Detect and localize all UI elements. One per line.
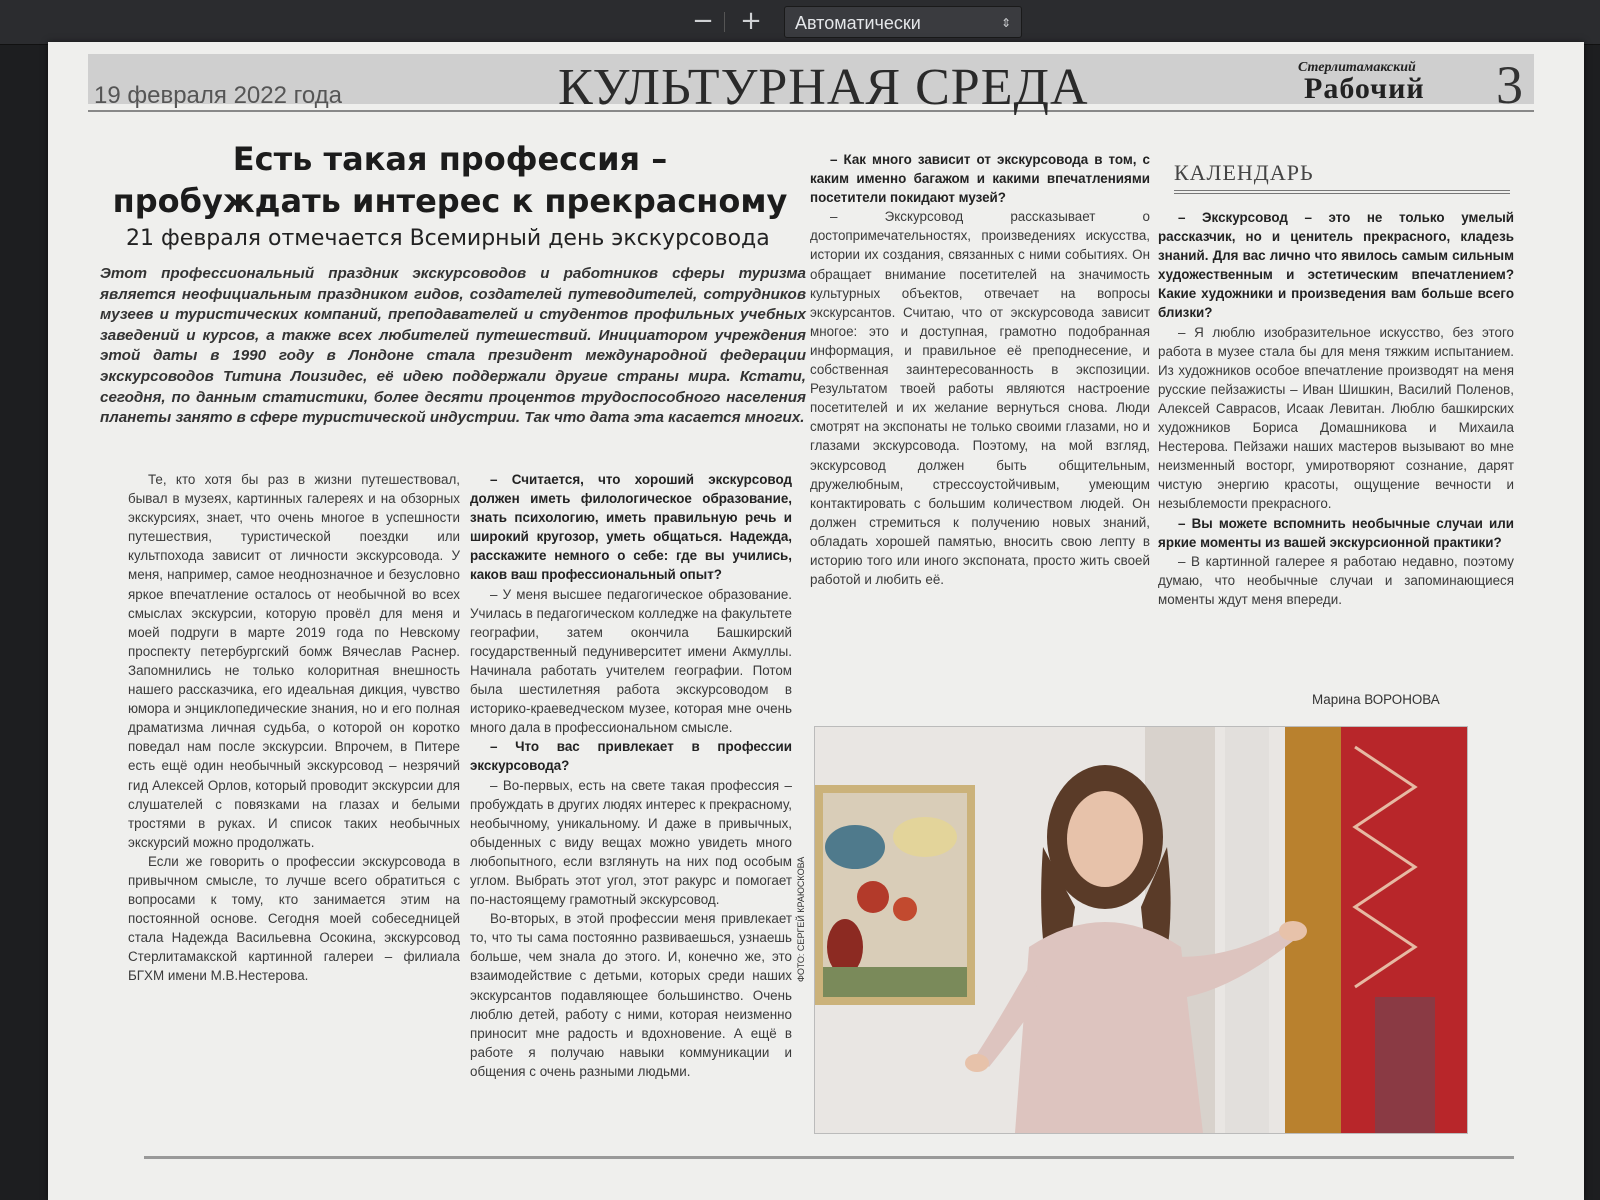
answer: – У меня высшее педагогическое образование. Училась в педагогическом колледже на факультете географии, затем окончила Башкирский государственный педуниверситет имени Акмуллы. Начинала работать учителем географии. Потом была шестилетняя работа экскурсоводом в историко-краеведческом музее, которая мне очень много дала в профессиональном смысле. — [470, 586, 792, 736]
question: – Как много зависит от экскурсовода в том, с каким именно багажом и какими впечатлениями посетители покидают музей? — [810, 152, 1150, 206]
column-4 — [1158, 208, 1514, 609]
masthead — [88, 54, 1534, 124]
viewer-toolbar — [0, 0, 1600, 45]
answer: – В картинной галерее я работаю недавно, поэтому думаю, что необычные случаи и запоминающиеся моменты ждут меня впереди. — [1158, 553, 1514, 607]
column-1 — [128, 470, 460, 986]
answer: – Во-первых, есть на свете такая профессия – пробуждать в других людях интерес к прекрасному, необычному, уникальному. И даже в привычных, обыденных с виду вещах можно увидеть много любопытного, если взглянуть на них под особым углом. Выбрать этот угол, этот ракурс и помогает по-настоящему грамотный экскурсовод. — [470, 777, 792, 908]
page-number: 3 — [1496, 55, 1523, 115]
answer: – Я люблю изобразительное искусство, без этого работа в музее стала бы для меня тяжким испытанием. Из художников особое впечатление производят на меня русские пейзажисты – Иван Шишкин, Василий Поленов, Алексей Саврасов, Исаак Левитан. Люблю башкирских художников Бориса Домашникова и Михаила Нестерова. Пейзажи наших мастеров вызывают во мне неизменный восторг, умиротворяют сознание, дарят чистую энергию красоты, ощущение вечности и незыблемости прекрасного. — [1158, 324, 1514, 512]
zoom-out-button[interactable]: − — [692, 6, 714, 36]
logo-top-text: Стерлитамакский — [1298, 60, 1416, 75]
chevron-updown-icon: ⇕ — [1000, 16, 1011, 30]
zoom-in-button[interactable]: + — [740, 6, 762, 36]
article-subhead: 21 февраля отмечается Всемирный день экскурсовода — [126, 226, 770, 251]
guide-portrait-image — [815, 727, 1467, 1133]
column-2 — [470, 470, 792, 1081]
column-3 — [810, 150, 1150, 589]
question: – Что вас привлекает в профессии экскурсовода? — [470, 739, 792, 774]
bottom-rule — [144, 1156, 1514, 1159]
headline-line-1: Есть такая профессия – — [232, 140, 668, 178]
photo-credit: ФОТО: СЕРГЕЙ КРАЮСКОВА — [796, 856, 806, 982]
answer: Во-вторых, в этой профессии меня привлекает то, что ты сама постоянно развиваешься, узнаешь больше, чем знала до этого. И, конечно же, это взаимодействие с детьми, которых среди наших экскурсантов подавляющее большинство. Очень люблю детей, работу с ними, которая неизменно приносит мне радость и вдохновение. А ещё в работе я получаю навыки коммуникации и общения с очень разными людьми. — [470, 911, 792, 1079]
headline-line-2: пробуждать интерес к прекрасному — [112, 182, 788, 220]
question: – Считается, что хороший экскурсовод должен иметь филологическое образование, знать психологию, иметь правильную речь и широкий кругозор, уметь общаться. Надежда, расскажите немного о себе: где вы учились, каков ваш профессиональный опыт? — [470, 472, 792, 583]
paragraph: Те, кто хотя бы раз в жизни путешествовал, бывал в музеях, картинных галереях и на обзорных экскурсиях, знает, что очень многое в успешности путешествия, туристической поездки или культпохода зависит от личности экскурсовода. У меня, например, самое неоднозначное и безусловно яркое впечатление осталось от необычной во всех смыслах экскурсии, которую провёл для меня и моей подруги в марте 2019 года по Невскому проспекту петербургский бомж Вячеслав Раснер. Запомнились не только колоритная внешность нашего рассказчика, его идеальная дикция, чувство юмора и энциклопедические знания, но и его полная драматизма личная судьба, о которой он коротко поведал нам после экскурсии. Впрочем, в Питере есть ещё один необычный экскурсовод – незрячий гид Алексей Орлов, который проводит экскурсии для слушателей с повязками на глазах и белыми тростями в руках. И список таких необычных экскурсий можно продолжать. — [128, 472, 460, 850]
paragraph: Если же говорить о профессии экскурсовода в привычном смысле, то лучше всего обратиться с вопросами к тому, кто занимается этим на постоянной основе. Сегодня моей собеседницей стала Надежда Васильевна Осокина, экскурсовод Стерлитамакской картинной галереи – филиала БГХМ имени М.В.Нестерова. — [128, 853, 460, 984]
article-headline — [100, 138, 800, 222]
zoom-mode-value: Автоматически — [795, 13, 921, 33]
article-lead: Этот профессиональный праздник экскурсоводов и работников сферы туризма является неофициальным праздником гидов, создателей путеводителей, сотрудников музеев и туристических компаний, преподавателей и студентов профильных учебных заведений и курсов, а также всех любителей путешествий. Инициатором учреждения этой даты в 1990 году в Лондоне стала президент международной федерации экскурсоводов Титина Лоизидес, её идею поддержали другие страны мира. Кстати, сегодня, по данным статистики, более десяти процентов трудоспособного населения планеты занято в сфере туристической индустрии. Так что дата эта касается многих. — [100, 265, 806, 427]
toolbar-separator — [724, 12, 725, 32]
newspaper-page — [48, 42, 1584, 1200]
zoom-mode-select[interactable] — [784, 6, 1022, 38]
question: – Экскурсовод – это не только умелый рассказчик, но и ценитель прекрасного, кладезь знаний. Для вас лично что явилось самым сильным художественным и эстетическим впечатлением? Какие художники и произведения вам больше всего близки? — [1158, 210, 1514, 321]
newspaper-logo — [1298, 60, 1458, 104]
question: – Вы можете вспомнить необычные случаи или яркие моменты из вашей экскурсионной практики? — [1158, 515, 1514, 550]
answer: – Экскурсовод рассказывает о достопримечательностях, произведениях искусства, истории их создания, связанных с ними событиях. Он обращает внимание посетителей на значимость культурных объектов, отвечает на вопросы экскурсантов. Считаю, что от экскурсовода зависит многое: это и доступная, грамотно подобранная информация, и правильное её преподнесение, и собственная заинтересованность в экспозиции. Результатом твоей работы являются настроение посетителей и их желание вернуться снова. Люди смотрят на экспонаты не только своими глазами, но и глазами экскурсовода. Поэтому, на мой взгляд, экскурсовод должен быть общительным, дружелюбным, стрессоустойчивым, умеющим контактировать с большим количеством людей. Он должен стремиться к получению новых знаний, обладать хорошей памятью, вносить свою лепту в историю того или иного экспоната, просто жить своей работой и любить её. — [810, 209, 1150, 588]
section-title: КУЛЬТУРНАЯ СРЕДА — [558, 59, 1089, 116]
calendar-rubric: КАЛЕНДАРЬ — [1174, 160, 1510, 194]
article-photo — [814, 726, 1468, 1134]
logo-bottom-text: Рабочий — [1304, 72, 1425, 105]
issue-date: 19 февраля 2022 года — [94, 82, 343, 109]
author-signature: Марина ВОРОНОВА — [1312, 692, 1440, 707]
